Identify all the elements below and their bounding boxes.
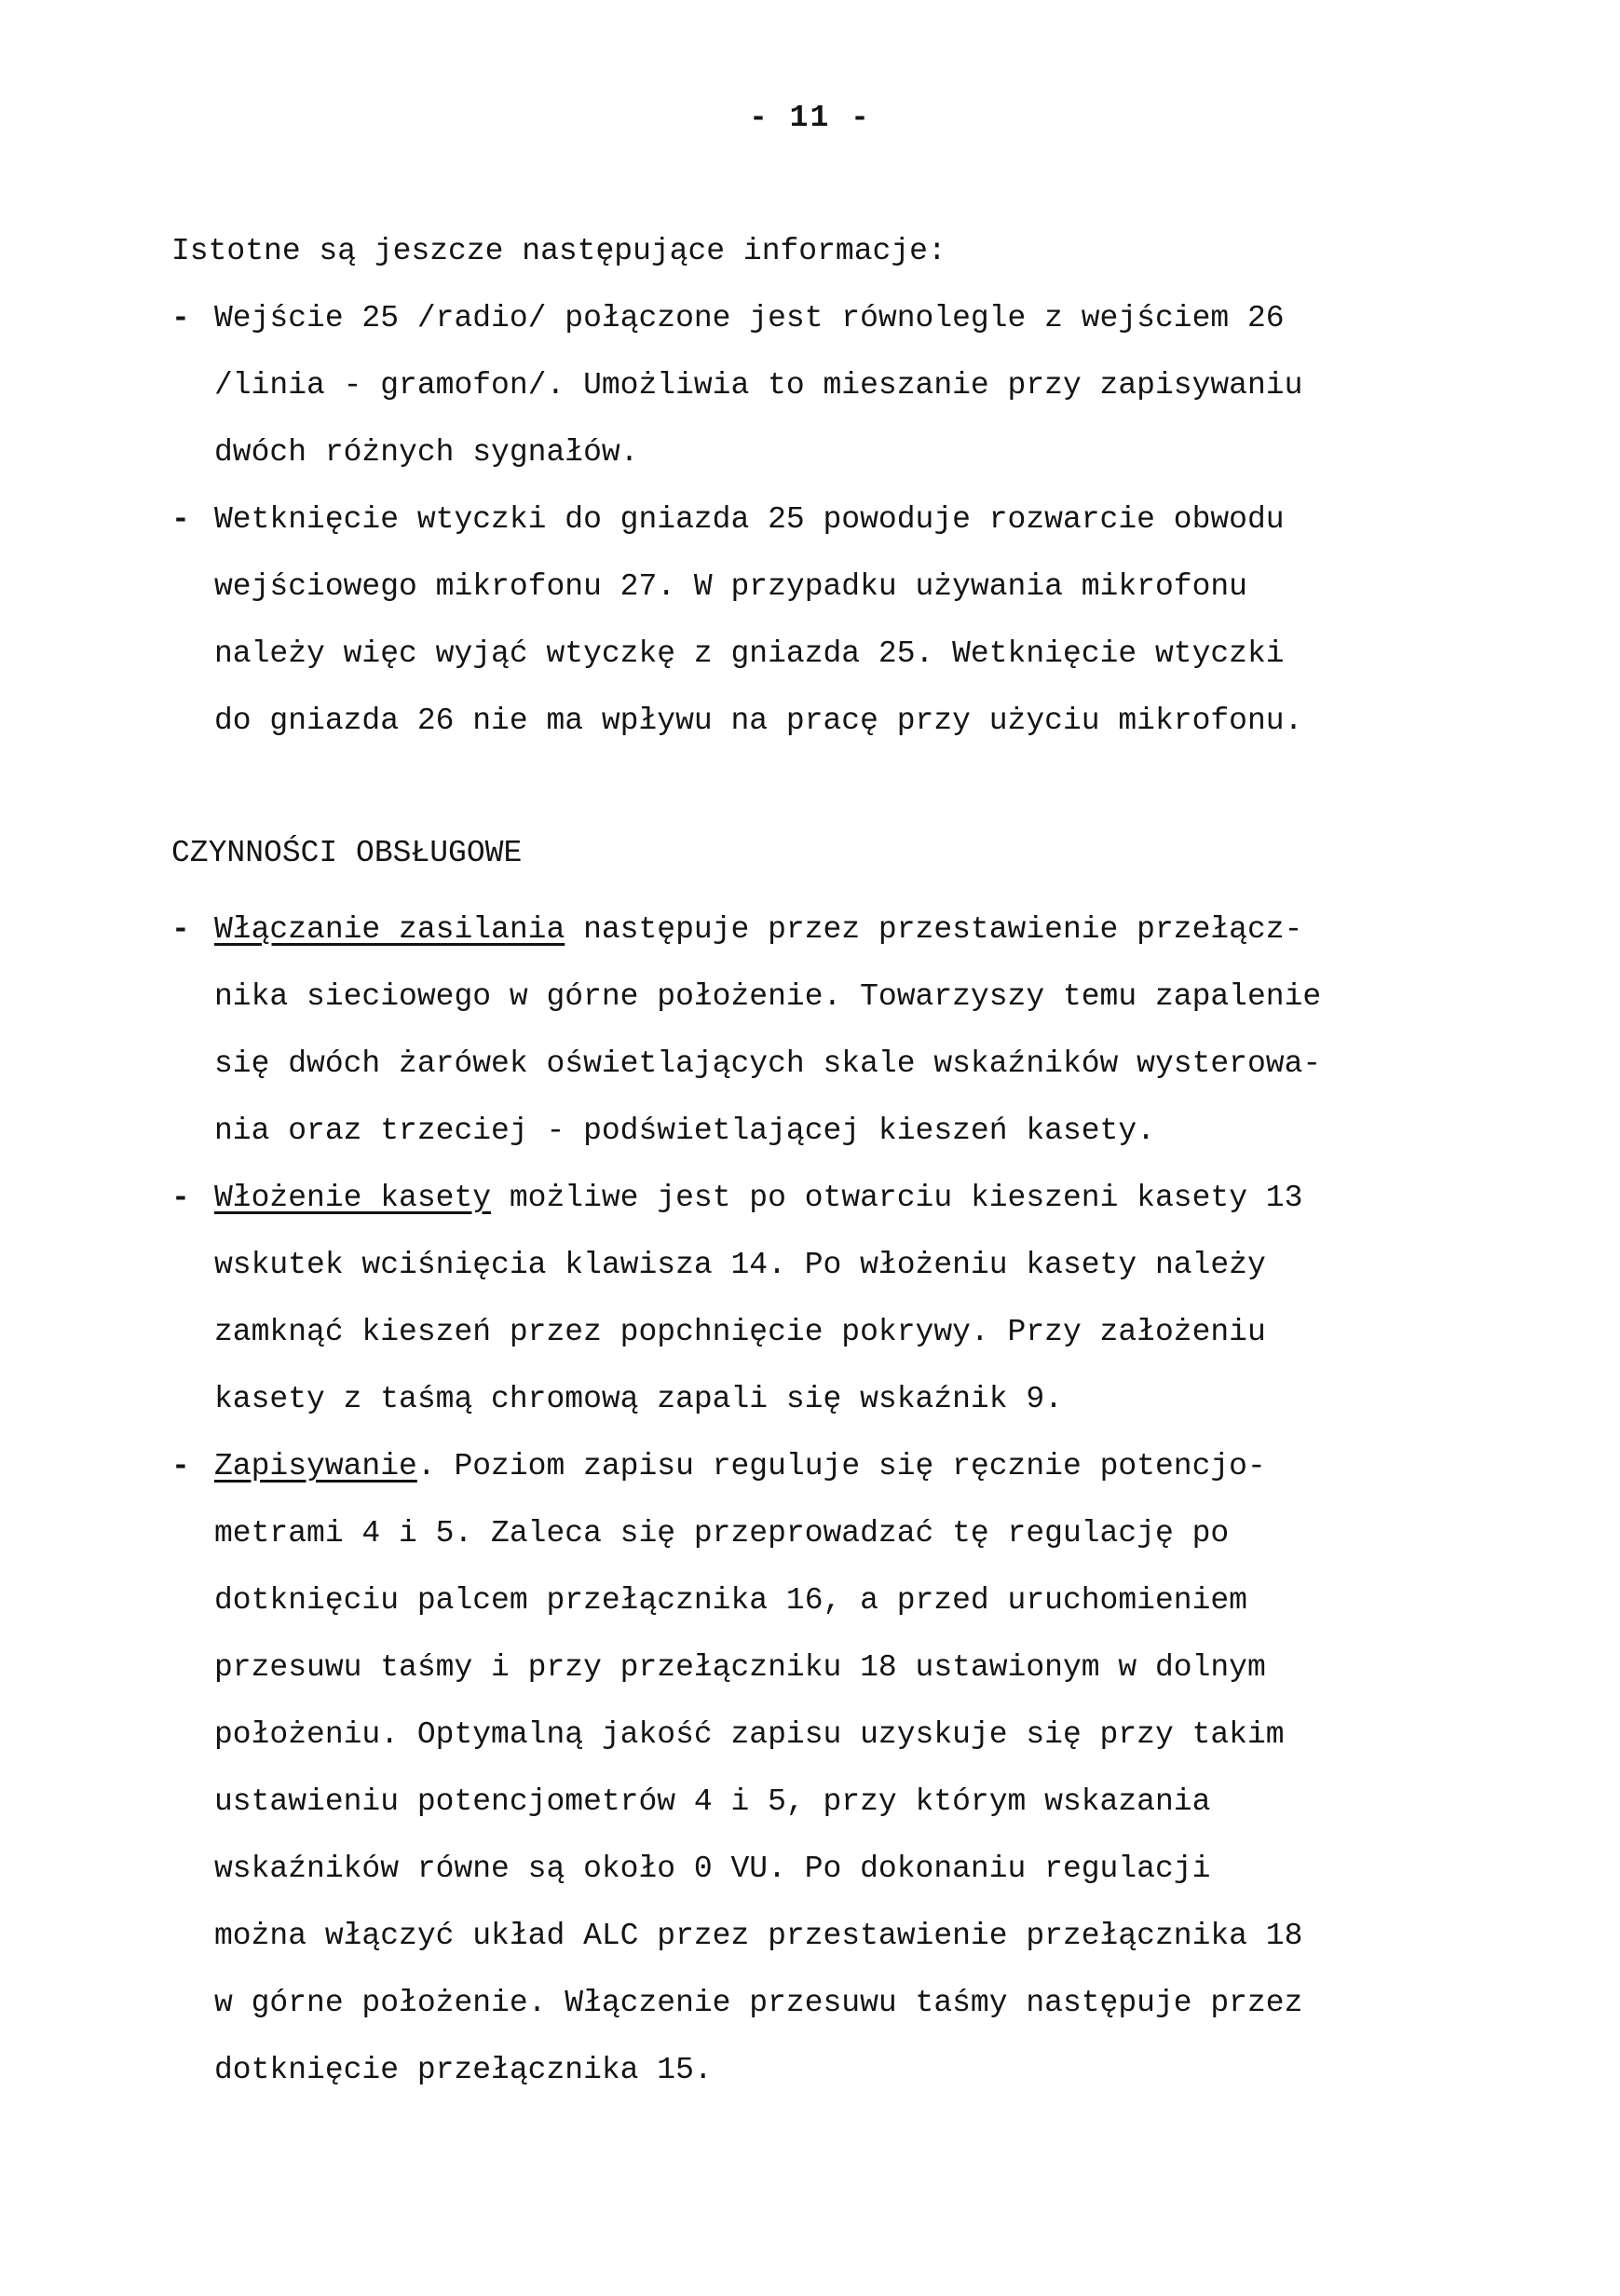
- bullet-dash: -: [171, 1449, 190, 1483]
- text-line: [214, 1433, 1476, 1500]
- bullet-dash: -: [171, 912, 190, 947]
- text-line: nia oraz trzeciej - podświetlającej kieszeń kasety.: [214, 1114, 1155, 1148]
- text-line: do gniazda 26 nie ma wpływu na pracę przy użyciu mikrofonu.: [214, 704, 1303, 738]
- text-line: Wetknięcie wtyczki do gniazda 25 powoduje rozwarcie obwodu: [214, 502, 1285, 537]
- item-first-line-rest: możliwe jest po otwarciu kieszeni kasety 13: [491, 1181, 1303, 1215]
- text-line: wskutek wciśnięcia klawisza 14. Po włożeniu kasety należy: [214, 1248, 1266, 1282]
- text-line: wejściowego mikrofonu 27. W przypadku używania mikrofonu: [214, 569, 1247, 604]
- list-item: [171, 285, 1476, 486]
- text-line: [214, 1165, 1476, 1232]
- text-line: wskaźników równe są około 0 VU. Po dokonaniu regulacji: [214, 1852, 1211, 1886]
- list-item: [171, 896, 1476, 1165]
- bullet-dash: -: [171, 301, 190, 335]
- text-line: kasety z taśmą chromową zapali się wskaźnik 9.: [214, 1382, 1063, 1416]
- text-line: metrami 4 i 5. Zaleca się przeprowadzać tę regulację po: [214, 1516, 1230, 1551]
- section-heading: CZYNNOŚCI OBSŁUGOWE: [171, 836, 523, 870]
- text-line: dotknięciu palcem przełącznika 16, a przed uruchomieniem: [214, 1583, 1247, 1618]
- text-line: w górne położenie. Włączenie przesuwu taśmy następuje przez: [214, 1986, 1303, 2020]
- item-first-line-rest: . Poziom zapisu reguluje się ręcznie potencjo-: [416, 1449, 1266, 1483]
- intro-lead: Istotne są jeszcze następujące informacje:: [171, 234, 946, 268]
- page-number: - 11 -: [749, 101, 871, 135]
- bullet-dash: -: [171, 1181, 190, 1215]
- item-term: Włączanie zasilania: [214, 912, 565, 947]
- item-term: Zapisywanie: [214, 1449, 417, 1483]
- intro-section: [171, 218, 1476, 755]
- text-line: nika sieciowego w górne położenie. Towarzyszy temu zapalenie: [214, 979, 1322, 1014]
- text-line: dotknięcie przełącznika 15.: [214, 2053, 713, 2087]
- text-line: [214, 896, 1476, 964]
- item-term: Włożenie kasety: [214, 1181, 492, 1215]
- text-line: ustawieniu potencjometrów 4 i 5, przy którym wskazania: [214, 1784, 1211, 1819]
- operations-section: [171, 896, 1476, 2104]
- text-line: można włączyć układ ALC przez przestawienie przełącznika 18: [214, 1919, 1303, 1953]
- item-first-line-rest: następuje przez przestawienie przełącz-: [565, 912, 1303, 947]
- text-line: przesuwu taśmy i przy przełączniku 18 ustawionym w dolnym: [214, 1650, 1266, 1685]
- list-item: [171, 486, 1476, 755]
- text-line: Wejście 25 /radio/ połączone jest równolegle z wejściem 26: [214, 301, 1285, 335]
- text-line: zamknąć kieszeń przez popchnięcie pokrywy. Przy założeniu: [214, 1315, 1266, 1349]
- text-line: dwóch różnych sygnałów.: [214, 435, 639, 470]
- bullet-dash: -: [171, 502, 190, 537]
- list-item: [171, 1433, 1476, 2104]
- text-line: się dwóch żarówek oświetlających skale wskaźników wysterowa-: [214, 1046, 1322, 1081]
- text-line: położeniu. Optymalną jakość zapisu uzyskuje się przy takim: [214, 1717, 1285, 1752]
- text-line: należy więc wyjąć wtyczkę z gniazda 25. Wetknięcie wtyczki: [214, 636, 1285, 671]
- text-line: /linia - gramofon/. Umożliwia to mieszanie przy zapisywaniu: [214, 368, 1303, 403]
- list-item: [171, 1165, 1476, 1433]
